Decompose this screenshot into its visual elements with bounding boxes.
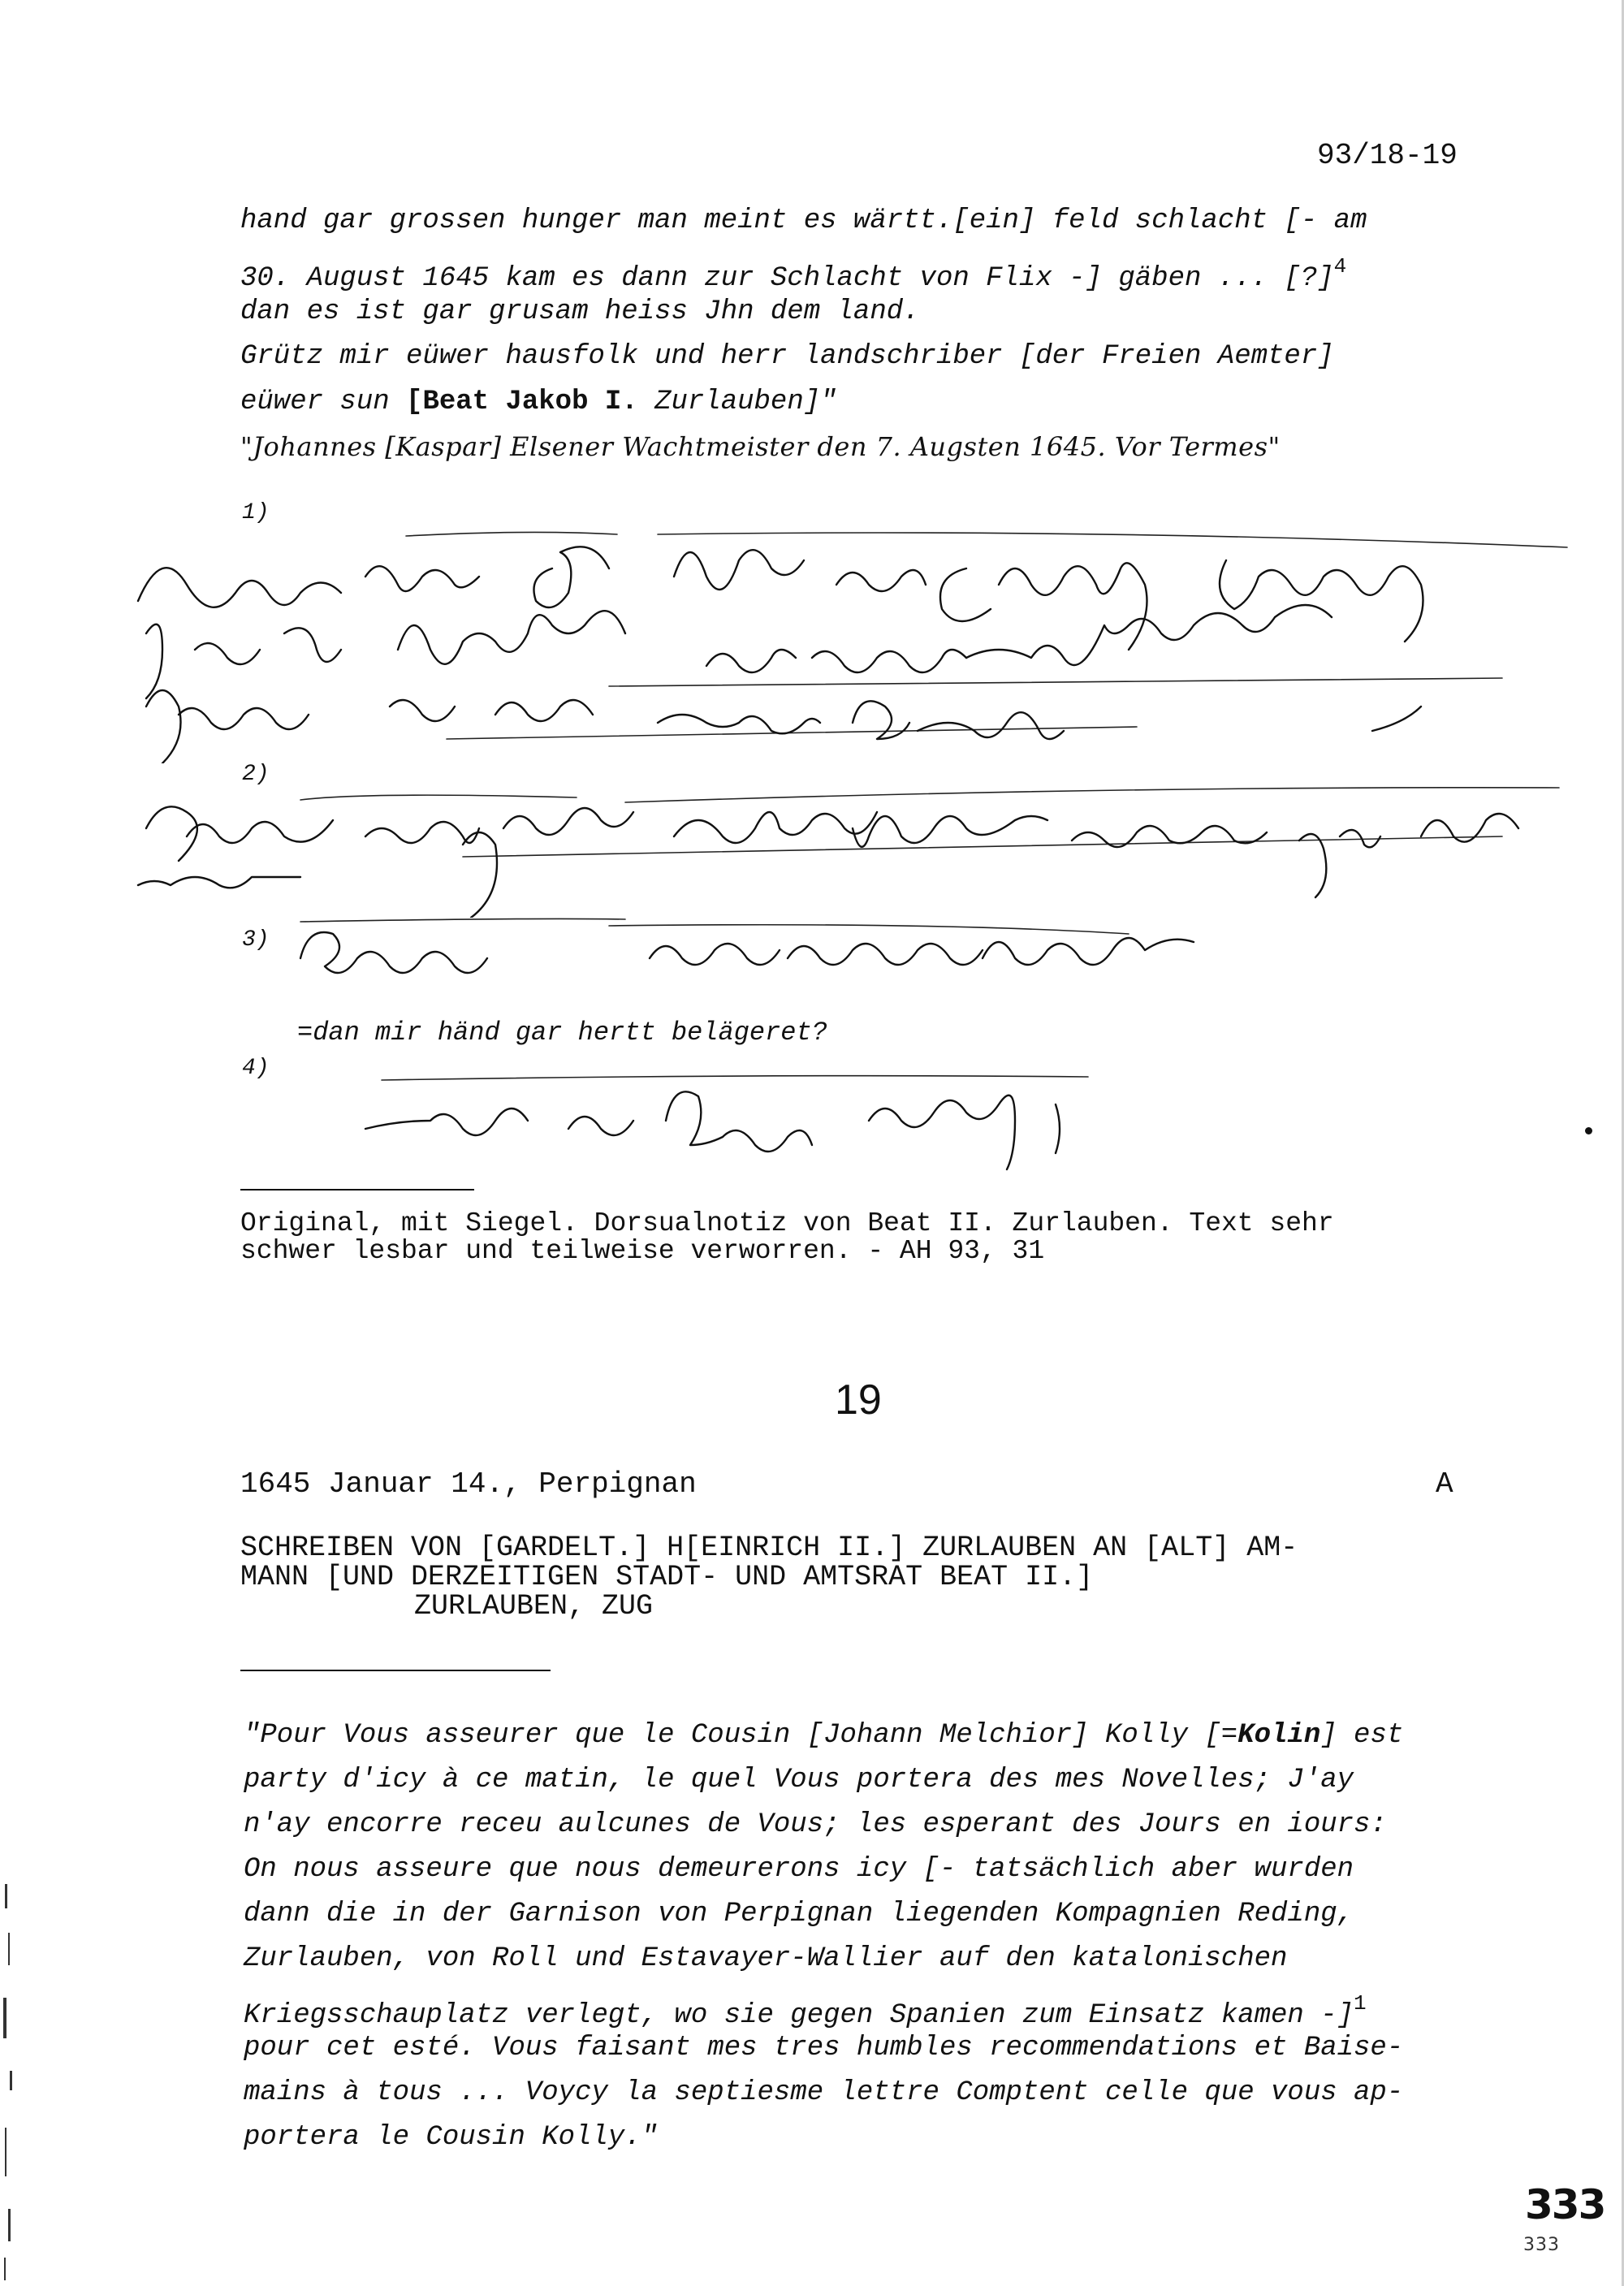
margin-speck xyxy=(1585,1127,1592,1134)
document-heading-line-2: MANN [UND DERZEITIGEN STADT- UND AMTSRAT BEAT II.] xyxy=(240,1561,1094,1593)
footnote-label-1: 1) xyxy=(242,500,270,525)
letter-line-3: dan es ist gar grusam heiss Jhn dem land. xyxy=(240,296,920,327)
source-note-line-2: schwer lesbar und teilweise verworren. - AH 93, 31 xyxy=(240,1236,1045,1266)
letter-text-line-2: party d'icy à ce matin, le quel Vous portera des mes Novelles; J'ay xyxy=(244,1765,1354,1796)
document-marker: A xyxy=(1436,1467,1453,1501)
letter-text-1-post: ] est xyxy=(1320,1720,1404,1751)
handwriting-snippet-4 xyxy=(357,1064,1153,1178)
footnote-3-gloss: =dan mir händ gar hertt belägeret? xyxy=(297,1018,827,1048)
letter-text-line-10: portera le Cousin Kolly." xyxy=(244,2122,659,2153)
footnote-divider xyxy=(240,1189,474,1191)
letter-text-1-pre: "Pour Vous asseurer que le Cousin [Johann Melchior] Kolly [= xyxy=(244,1720,1238,1751)
letter-line-4: Grütz mir eüwer hausfolk und herr landschriber [der Freien Aemter] xyxy=(240,341,1334,372)
handwriting-snippet-2 xyxy=(122,780,1583,918)
left-margin-scan-marks xyxy=(0,1884,18,2282)
letter-text-line-8: pour cet esté. Vous faisant mes tres humbles recommendations et Baise- xyxy=(244,2033,1404,2063)
letter-line-5 xyxy=(240,386,837,418)
letter-text-line-7 xyxy=(244,1987,1367,2032)
letter-line-2 xyxy=(240,250,1346,295)
letter-text-line-1 xyxy=(244,1719,1403,1752)
letter-text-line-9: mains à tous ... Voycy la septiesme lettre Comptent celle que vous ap- xyxy=(244,2077,1404,2108)
handwriting-snippet-3 xyxy=(284,910,1421,1007)
letter-line-5-bold: [Beat Jakob I. xyxy=(406,387,638,417)
letter-text-line-6: Zurlauben, von Roll und Estavayer-Wallier auf den katalonischen xyxy=(244,1943,1288,1974)
heading-divider xyxy=(240,1670,551,1671)
letter-text-line-3: n'ay encorre receu aulcunes de Vous; les esperant des Jours en iours: xyxy=(244,1809,1387,1840)
letter-line-1: hand gar grossen hunger man meint es wärtt.[ein] feld schlacht [- am xyxy=(240,205,1367,236)
footnote-ref-1: 1 xyxy=(1354,1991,1367,2016)
footnote-ref-4: 4 xyxy=(1333,254,1347,279)
page-number-stamp-faint: 333 xyxy=(1523,2235,1560,2255)
document-number: 19 xyxy=(835,1376,882,1424)
page-number-stamp: 333 xyxy=(1525,2181,1605,2228)
handwriting-snippet-1 xyxy=(122,520,1583,763)
letter-text-7-text: Kriegsschauplatz verlegt, wo sie gegen Spanien zum Einsatz kamen -] xyxy=(244,2000,1354,2031)
source-note-line-1: Original, mit Siegel. Dorsualnotiz von Beat II. Zurlauben. Text sehr xyxy=(240,1208,1334,1238)
page-header-ref: 93/18-19 xyxy=(1317,139,1458,172)
letter-line-5-pre: eüwer sun xyxy=(240,387,407,417)
footnote-label-4: 4) xyxy=(242,1056,270,1081)
footnote-label-2: 2) xyxy=(242,762,270,787)
document-heading-line-1: SCHREIBEN VON [GARDELT.] H[EINRICH II.] ZURLAUBEN AN [ALT] AM- xyxy=(240,1532,1298,1564)
letter-text-1-bold: Kolin xyxy=(1237,1720,1321,1751)
letter-line-2-text: 30. August 1645 kam es dann zur Schlacht von Flix -] gäben ... [?] xyxy=(240,263,1334,294)
letter-line-5-post: Zurlauben]" xyxy=(637,387,837,417)
document-heading-line-3: ZURLAUBEN, ZUG xyxy=(414,1590,654,1623)
letter-signature-line: "Johannes [Kaspar] Elsener Wachtmeister den 7. Augsten 1645. Vor Termes" xyxy=(240,431,1281,462)
letter-text-line-4: On nous asseure que nous demeurerons icy [- tatsächlich aber wurden xyxy=(244,1854,1354,1885)
letter-text-line-5: dann die in der Garnison von Perpignan liegenden Kompagnien Reding, xyxy=(244,1899,1354,1929)
footnote-label-3: 3) xyxy=(242,927,270,953)
document-date-place: 1645 Januar 14., Perpignan xyxy=(240,1467,697,1501)
